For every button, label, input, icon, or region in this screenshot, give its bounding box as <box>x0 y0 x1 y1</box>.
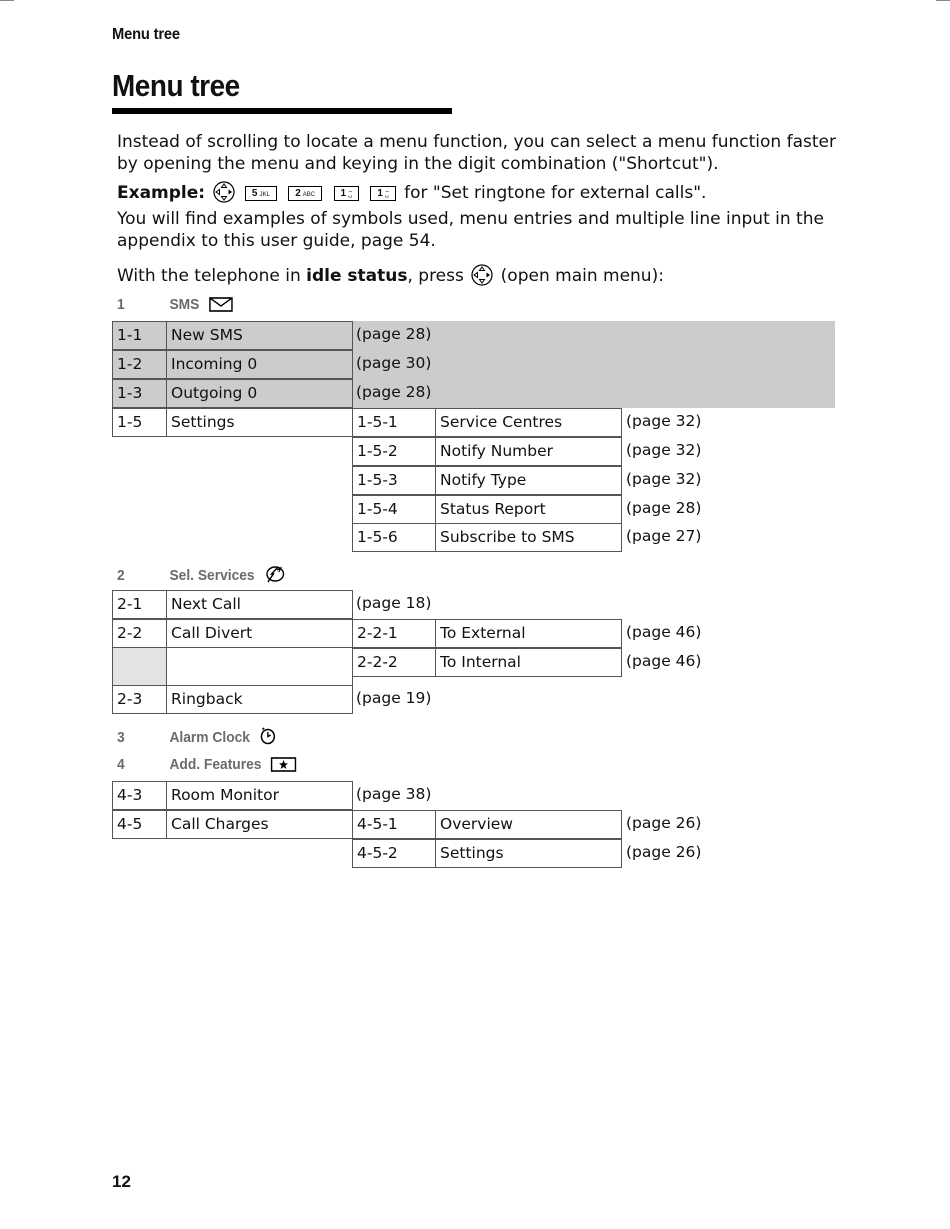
submenu-code: 1-5-2 <box>352 437 436 466</box>
section-add-features: 4 Add. Features <box>117 756 297 773</box>
control-key-icon <box>471 264 493 286</box>
page-ref: (page 28) <box>626 499 702 517</box>
menu-label: Call Divert <box>166 619 353 648</box>
menu-label: Call Charges <box>166 810 353 839</box>
page-ref: (page 18) <box>356 594 432 612</box>
appendix-note: You will find examples of symbols used, menu entries and multiple line input in the appendix to this user guide, page 54. <box>117 209 824 251</box>
submenu-label: Status Report <box>435 495 622 524</box>
page-ref: (page 46) <box>626 623 702 641</box>
row-border <box>112 648 353 686</box>
control-key-icon <box>213 181 235 203</box>
submenu-label[interactable]: Service Centres <box>435 408 622 437</box>
key-1-icon: 1 ␣̅ <box>370 186 395 201</box>
submenu-label: To Internal <box>435 648 622 677</box>
example-text: for "Set ringtone for external calls". <box>404 183 707 203</box>
menu-code: 4-5 <box>112 810 167 839</box>
menu-label: Outgoing 0 <box>166 379 353 408</box>
menu-code: 2-3 <box>112 685 167 714</box>
intro-paragraph: Instead of scrolling to locate a menu function, you can select a menu function faster by opening the menu and keying in the digit combination ("Shortcut"). <box>117 132 836 174</box>
page-ref: (page 32) <box>626 441 702 459</box>
menu-label: Room Monitor <box>166 781 353 810</box>
page-ref: (page 46) <box>626 652 702 670</box>
page-ref: (page 19) <box>356 689 432 707</box>
crop-mark <box>936 0 950 1</box>
menu-label: Incoming 0 <box>166 350 353 379</box>
menu-label: Ringback <box>166 685 353 714</box>
key-2-icon: 2 ABC <box>288 186 322 201</box>
page-title: Menu tree <box>112 68 240 103</box>
section-alarm-clock: 3 Alarm Clock <box>117 727 276 746</box>
menu-code: 4-3 <box>112 781 167 810</box>
star-icon <box>271 757 297 772</box>
submenu-code: 2-2-2 <box>352 648 436 677</box>
page-ref: (page 27) <box>626 527 702 545</box>
menu-code: 1-1 <box>112 321 167 350</box>
submenu-code: 4-5-1 <box>352 810 436 839</box>
menu-label: Settings <box>166 408 353 437</box>
section-sms: 1 SMS <box>117 296 233 313</box>
submenu-code: 4-5-2 <box>352 839 436 868</box>
page-ref: (page 30) <box>356 354 432 372</box>
submenu-code: 1-5-3 <box>352 466 436 495</box>
menu-code: 1-5 <box>112 408 167 437</box>
submenu-label: Subscribe to SMS <box>435 523 622 552</box>
menu-code: 1-2 <box>112 350 167 379</box>
page-ref: (page 32) <box>626 470 702 488</box>
key-1-icon: 1 ␣̅ <box>334 186 359 201</box>
page-ref: (page 28) <box>356 325 432 343</box>
alarm-clock-icon <box>259 727 276 745</box>
idle-instruction: With the telephone in idle status, press (open main menu): <box>117 266 664 286</box>
envelope-icon <box>209 297 233 312</box>
submenu-label: Notify Type <box>435 466 622 495</box>
menu-code: 2-1 <box>112 590 167 619</box>
running-head: Menu tree <box>112 26 180 43</box>
submenu-label: Notify Number <box>435 437 622 466</box>
submenu-label[interactable]: Overview <box>435 810 622 839</box>
menu-label: Next Call <box>166 590 353 619</box>
submenu-label: Settings <box>435 839 622 868</box>
page-ref: (page 38) <box>356 785 432 803</box>
page-ref: (page 26) <box>626 843 702 861</box>
submenu-code: 1-5-1 <box>352 408 436 437</box>
menu-label: New SMS <box>166 321 353 350</box>
submenu-code: 1-5-6 <box>352 523 436 552</box>
page-ref: (page 32) <box>626 412 702 430</box>
cell-divider <box>166 648 167 686</box>
submenu-label[interactable]: To External <box>435 619 622 648</box>
example-line <box>117 181 837 204</box>
section-sel-services: 2 Sel. Services <box>117 565 286 584</box>
submenu-code: 2-2-1 <box>352 619 436 648</box>
key-5-icon: 5 JKL <box>245 186 277 201</box>
title-rule <box>112 108 452 114</box>
services-icon <box>264 565 286 583</box>
page-number: 12 <box>112 1172 131 1191</box>
page-ref: (page 28) <box>356 383 432 401</box>
example-label: Example: <box>117 183 206 203</box>
menu-code: 2-2 <box>112 619 167 648</box>
menu-code: 1-3 <box>112 379 167 408</box>
crop-mark <box>0 0 14 1</box>
submenu-code: 1-5-4 <box>352 495 436 524</box>
page-ref: (page 26) <box>626 814 702 832</box>
